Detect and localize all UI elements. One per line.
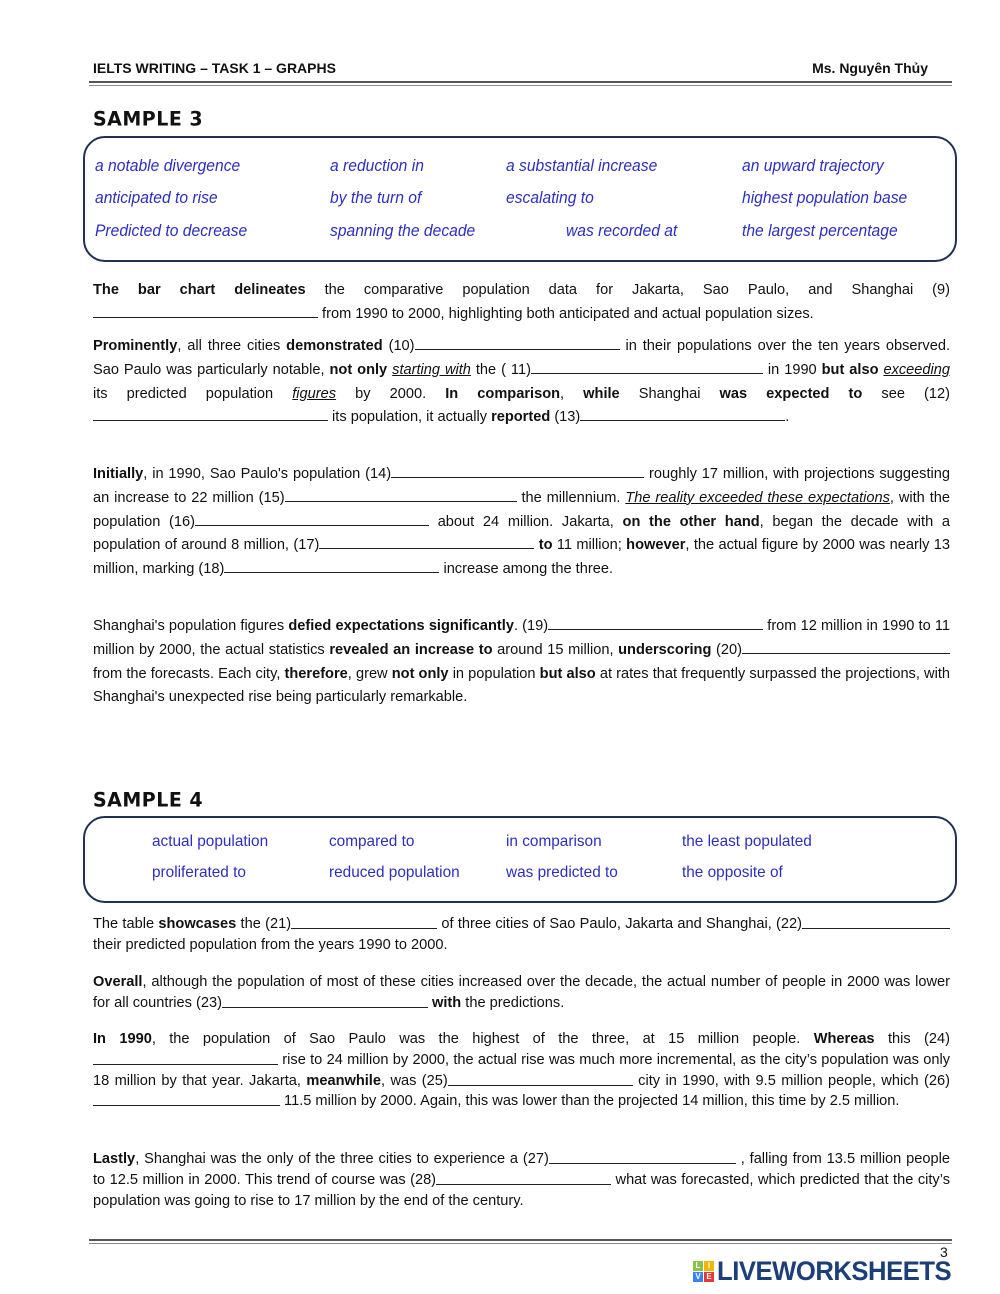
text-segment: Shanghai	[619, 385, 720, 402]
word-bank-item[interactable]: escalating to	[506, 188, 594, 207]
text-segment: at rates that frequently surpassed the projections, with Shanghai's unexpected rise being particularly remarkable.	[93, 665, 950, 706]
text-segment: its predicted population	[93, 385, 293, 402]
word-bank-item[interactable]: Predicted to decrease	[95, 221, 248, 240]
text-segment: in 1990	[762, 361, 822, 378]
bold-phrase: not only	[329, 361, 388, 378]
text-segment: .	[785, 409, 790, 426]
word-bank-item[interactable]: the opposite of	[682, 864, 783, 881]
header-title: IELTS WRITING – TASK 1 – GRAPHS	[93, 60, 336, 76]
sample4-title: SAMPLE 4	[93, 788, 204, 812]
paragraph	[93, 335, 950, 430]
text-segment: the (21)	[236, 916, 292, 932]
paragraph	[93, 914, 950, 956]
liveworksheets-logo	[693, 1256, 964, 1287]
bold-phrase: showcases	[158, 916, 237, 932]
text-segment: , the actual figure by 2000 was nearly 13 million, marking (18)	[93, 537, 950, 578]
bold-phrase: Overall	[93, 974, 143, 990]
paragraph	[93, 463, 950, 582]
sample4-word-bank	[83, 816, 957, 903]
text-segment: . (19)	[513, 618, 549, 634]
text-segment: (20)	[711, 641, 742, 658]
text-segment: the millennium.	[516, 489, 626, 506]
text-segment: this (24)	[874, 1031, 950, 1047]
text-segment: rise to 24 million by 2000, the actual rise was much more incremental, as the city’s population was only 18 million by that year. Jakarta,	[93, 1051, 950, 1089]
header-author: Ms. Nguyên Thủy	[812, 60, 928, 76]
bold-phrase: but also	[539, 665, 596, 682]
word-bank-item[interactable]: proliferated to	[152, 864, 246, 881]
answer-blank-22[interactable]	[802, 914, 950, 929]
text-segment: in population	[448, 665, 540, 682]
bold-phrase: reported	[491, 409, 551, 426]
answer-blank-13[interactable]	[580, 406, 785, 421]
bold-phrase: while	[583, 385, 620, 402]
logo-text: LIVEWORKSHEETS	[717, 1256, 952, 1286]
text-segment: increase among the three.	[439, 561, 613, 578]
text-segment: (10)	[382, 338, 415, 354]
text-segment: Shanghai's population figures	[93, 618, 289, 634]
text-segment: , the population of Sao Paulo was the highest of the three, at 15 million people.	[151, 1031, 814, 1047]
text-segment: their predicted population from the years 1990 to 2000.	[93, 936, 448, 953]
text-segment: roughly 17 million, with projections suggesting an increase to 22 million (15)	[93, 466, 950, 506]
text-segment: around 15 million,	[492, 641, 619, 658]
word-bank-item[interactable]: a notable divergence	[95, 156, 241, 175]
underlined-phrase: figures	[292, 385, 337, 402]
bold-phrase: was expected to	[719, 385, 863, 402]
underlined-phrase: exceeding	[883, 361, 951, 378]
paragraph	[93, 615, 950, 710]
answer-blank-11[interactable]	[531, 359, 763, 374]
text-segment: city in 1990, with 9.5 million people, which (26)	[632, 1072, 950, 1089]
word-bank-item[interactable]: spanning the decade	[330, 221, 476, 240]
text-segment: the comparative population data for Jakarta, Sao Paulo, and Shanghai (9)	[305, 282, 950, 298]
answer-blank-14[interactable]	[391, 463, 644, 478]
answer-blank-19[interactable]	[548, 615, 763, 630]
underlined-phrase: starting with	[392, 361, 471, 378]
word-bank-item[interactable]: an upward trajectory	[742, 156, 884, 175]
bold-phrase: underscoring	[618, 641, 712, 658]
bold-phrase: on the other hand	[622, 513, 760, 530]
text-segment: , with the population (16)	[93, 489, 950, 530]
word-bank-item[interactable]: the least populated	[682, 833, 812, 850]
bold-phrase: Lastly	[93, 1151, 136, 1167]
answer-blank-21[interactable]	[291, 914, 437, 929]
word-bank-item[interactable]: the largest percentage	[742, 221, 898, 240]
answer-blank-25[interactable]	[448, 1071, 633, 1086]
paragraph	[93, 1029, 950, 1112]
text-segment: of three cities of Sao Paulo, Jakarta and Shanghai, (22)	[437, 916, 803, 932]
answer-blank-10[interactable]	[415, 335, 620, 350]
text-segment: 11 million;	[552, 537, 627, 554]
sample3-title: SAMPLE 3	[93, 107, 204, 131]
bold-phrase: meanwhile	[306, 1072, 381, 1089]
text-segment: , all three cities	[177, 338, 287, 354]
word-bank-item[interactable]: anticipated to rise	[95, 188, 218, 207]
text-segment: ,	[560, 385, 584, 402]
text-segment: (13)	[550, 409, 581, 426]
answer-blank-16[interactable]	[195, 511, 429, 526]
answer-blank-9[interactable]	[93, 303, 318, 318]
answer-blank-24[interactable]	[93, 1050, 278, 1065]
answer-blank-20[interactable]	[742, 639, 950, 654]
word-bank-item[interactable]: by the turn of	[330, 188, 422, 207]
word-bank-item[interactable]: was predicted to	[506, 864, 618, 881]
text-segment: see (12)	[862, 385, 950, 402]
text-segment: from the forecasts. Each city,	[93, 665, 285, 682]
text-segment: from 1990 to 2000, highlighting both anticipated and actual population sizes.	[318, 305, 814, 322]
answer-blank-28[interactable]	[436, 1170, 611, 1185]
paragraph	[93, 279, 950, 327]
word-bank-item[interactable]: compared to	[329, 833, 415, 850]
answer-blank-12[interactable]	[93, 406, 328, 421]
bold-phrase: In 1990	[93, 1031, 152, 1047]
bold-phrase: defied expectations significantly	[288, 618, 514, 634]
bold-phrase: therefore	[284, 665, 348, 682]
bold-phrase: but also	[821, 361, 879, 378]
paragraph	[93, 972, 950, 1014]
text-segment: , was (25)	[380, 1072, 448, 1089]
answer-blank-26[interactable]	[93, 1091, 280, 1106]
text-segment: the ( 11)	[470, 361, 531, 378]
bold-phrase: to	[538, 537, 553, 554]
answer-blank-23[interactable]	[222, 993, 428, 1008]
word-bank-item[interactable]: highest population base	[742, 188, 908, 207]
text-segment: 11.5 million by 2000. Again, this was lower than the projected 14 million, this time by 2.5 million.	[280, 1093, 900, 1110]
text-segment: , began the decade with a population of around 8 million, (17)	[93, 513, 950, 554]
bold-phrase: demonstrated	[286, 338, 383, 354]
bold-phrase: revealed an increase to	[329, 641, 493, 658]
sample3-word-bank	[83, 136, 957, 262]
word-bank-item[interactable]: a reduction in	[330, 156, 424, 175]
answer-blank-17[interactable]	[319, 534, 534, 549]
word-bank-item[interactable]: a substantial increase	[506, 156, 658, 175]
paragraph	[93, 1149, 950, 1211]
text-segment: The table	[93, 916, 159, 932]
text-segment: about 24 million. Jakarta,	[429, 513, 623, 530]
logo-tiles-icon: L I V E	[693, 1261, 714, 1282]
footer-divider	[89, 1239, 952, 1244]
text-segment: its population, it actually	[328, 409, 492, 426]
text-segment: , although the population of most of these cities increased over the decade, the actual number of people in 2000 was lower for all countries (23)	[93, 974, 950, 1011]
text-segment: the predictions.	[461, 994, 565, 1011]
word-bank-item[interactable]: in comparison	[506, 833, 602, 850]
word-bank-item[interactable]: reduced population	[329, 864, 460, 881]
page-number: 3	[940, 1244, 948, 1260]
word-bank-item[interactable]: was recorded at	[566, 221, 678, 240]
page-header	[93, 60, 928, 76]
underlined-phrase: The reality exceeded these expectations	[625, 489, 890, 506]
text-segment: , falling from 13.5 million people to 12.5 million in 2000. This trend of course was (28)	[93, 1151, 950, 1188]
text-segment: from 12 million in 1990 to 11 million by 2000, the actual statistics	[93, 618, 951, 658]
bold-phrase: The bar chart delineates	[93, 282, 306, 298]
bold-phrase: Prominently	[93, 338, 178, 354]
answer-blank-15[interactable]	[285, 487, 517, 502]
word-bank-item[interactable]: actual population	[152, 833, 269, 850]
bold-phrase: with	[432, 994, 462, 1011]
text-segment: , in 1990, Sao Paulo's population (14)	[143, 466, 392, 482]
header-divider	[89, 81, 952, 86]
answer-blank-18[interactable]	[224, 558, 439, 573]
answer-blank-27[interactable]	[549, 1149, 736, 1164]
text-segment: in their populations over the ten years observed. Sao Paulo was particularly notable,	[93, 338, 950, 378]
text-segment: what was forecasted, which predicted that the city’s population was going to rise to 17 million by the end of the century.	[93, 1171, 950, 1209]
bold-phrase: however	[626, 537, 686, 554]
text-segment: , grew	[347, 665, 392, 682]
bold-phrase: Initially	[93, 466, 144, 482]
text-segment: by 2000.	[336, 385, 446, 402]
text-segment: , Shanghai was the only of the three cities to experience a (27)	[135, 1151, 549, 1167]
bold-phrase: Whereas	[813, 1031, 875, 1047]
bold-phrase: not only	[391, 665, 449, 682]
bold-phrase: In comparison	[445, 385, 561, 402]
